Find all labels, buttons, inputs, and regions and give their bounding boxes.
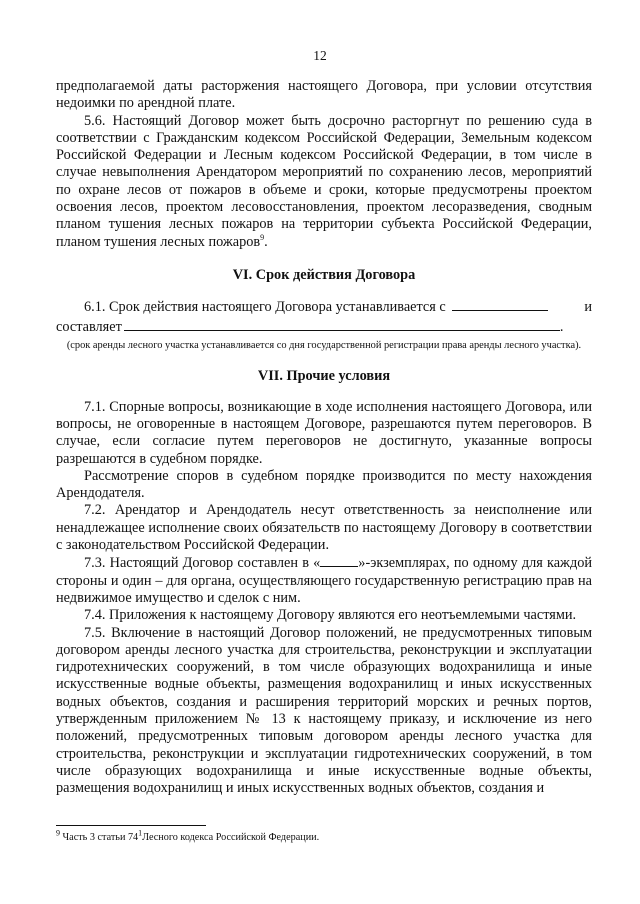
paragraph-5-6 xyxy=(56,113,592,251)
paragraph-7-3-a: 7.3. Настоящий Договор составлен в « xyxy=(84,555,321,572)
footnote-separator xyxy=(56,825,206,826)
footnote-text-a: Часть 3 статьи 74 xyxy=(60,832,139,843)
section-7-title: VII. Прочие условия xyxy=(257,368,391,385)
paragraph-5-6-text: 5.6. Настоящий Договор может быть досрочно расторгнут по решению суда в соответствии с Гражданским кодексом Российской Федерации, Земельным кодексом Российской Федерации и Лесным кодексом Российской Федерации, в том числе в случае невыполнения Арендатором мероприятий по сохранению лесов, мероприятий по охране лесов от пожаров в объеме и сроки, которые предусмотрены проектом освоения лесов, проектом лесовосстановления, проектом лесоразведения, сводным планом тушения лесных пожаров на территории субъекта Российской Федерации, планом тушения лесных пожаров xyxy=(56,112,592,250)
paragraph-7-1-b: Рассмотрение споров в судебном порядке производится по месту нахождения Арендодателя. xyxy=(56,467,592,502)
document-body xyxy=(56,78,592,797)
copies-count-field[interactable] xyxy=(320,554,358,567)
paragraph-7-3 xyxy=(56,554,592,607)
footnote-superscript: 1 xyxy=(138,828,143,838)
paragraph-7-4: 7.4. Приложения к настоящему Договору являются его неотъемлемыми частями. xyxy=(84,607,577,624)
term-duration-field[interactable] xyxy=(124,317,560,331)
term-line-1-text: 6.1. Срок действия настоящего Договора устанавливается с xyxy=(84,299,446,316)
paragraph-7-3-b: »-экземплярах, по одному для каждой стороны и один – для органа, осуществляющего государственную регистрацию прав на недвижимое имущество и сделок с ним. xyxy=(56,555,593,606)
paragraph-7-2: 7.2. Арендатор и Арендодатель несут ответственность за неисполнение или ненадлежащее исполнение своих обязательств по настоящему Договору в соответствии с законодательством Российской Федерации. xyxy=(56,502,592,554)
page-number: 12 xyxy=(313,48,327,63)
term-note: (срок аренды лесного участка устанавливается со дня государственной регистрации права аренды лесного участка). xyxy=(66,339,582,351)
paragraph-7-1: 7.1. Спорные вопросы, возникающие в ходе исполнения настоящего Договора, или вопросы, не оговоренные в настоящем Договоре, разрешаются путем переговоров. В случае, если согласие путем переговоров не достигнуто, указанные вопросы разрешаются в судебном порядке. xyxy=(56,398,592,467)
paragraph-continuation: предполагаемой даты расторжения настоящего Договора, при условии отсутствия недоимки по арендной плате. xyxy=(56,78,592,112)
footnote xyxy=(56,828,320,843)
footnote-number: 9 xyxy=(56,828,60,838)
term-line-1-and: и xyxy=(584,299,592,316)
paragraph-5-6-end: . xyxy=(264,233,268,250)
footnote-reference: 9 xyxy=(260,232,265,242)
paragraph-7-5: 7.5. Включение в настоящий Договор положений, не предусмотренных типовым договором аренды лесного участка для строительства, реконструкции и эксплуатации гидротехнических сооружений, в том числе образующих водохранилища и иные искусственные водные объекты, размещения водохранилищ и иных искусственных водных объектов, создания и расширения территорий морских и речных портов, утвержденным приложением № 13 к настоящему приказу, и исключение из него положений, предусмотренных типовым договором аренды лесного участка для строительства, реконструкции и эксплуатации гидротехнических сооружений, в том числе образующих водохранилища и иные искусственные водные объекты, размещения водохранилищ и иных искусственных водных объектов, создания и xyxy=(56,624,592,797)
term-line-2-text: составляет xyxy=(56,318,122,335)
footnote-text-b: Лесного кодекса Российской Федерации. xyxy=(142,832,320,843)
term-line-2 xyxy=(56,317,592,336)
section-6-title: VI. Срок действия Договора xyxy=(232,266,416,283)
term-start-field[interactable] xyxy=(452,297,548,311)
term-line-1 xyxy=(56,297,592,316)
term-line-2-end: . xyxy=(559,318,564,335)
